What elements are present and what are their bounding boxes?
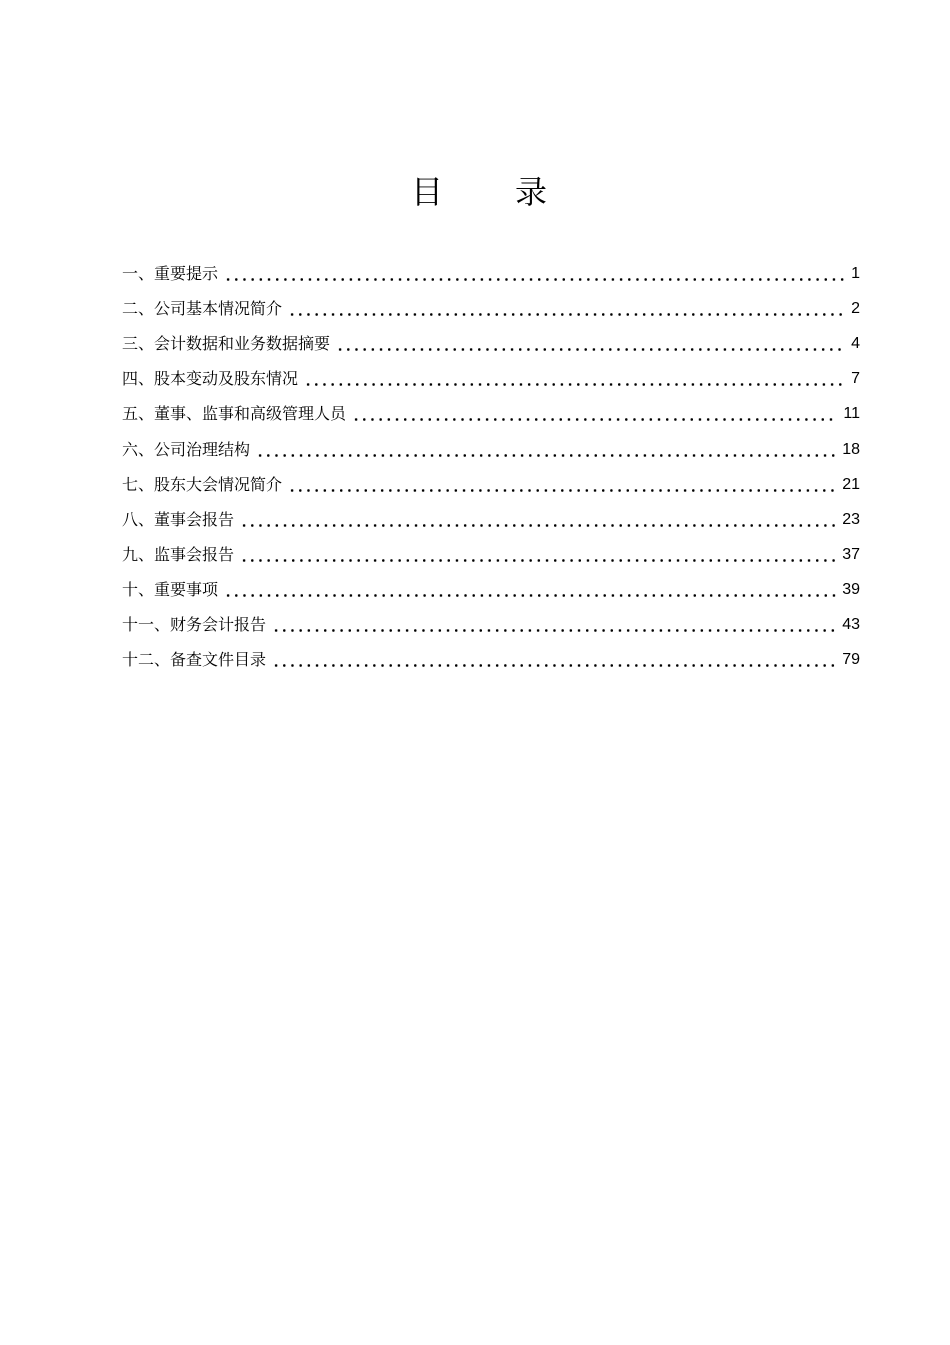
toc-entry-share-changes[interactable] <box>122 361 860 396</box>
toc-dot-leader <box>288 489 836 492</box>
toc-entry-label: 九、监事会报告 <box>122 544 235 564</box>
toc-entry-label: 四、股本变动及股东情况 <box>122 369 299 389</box>
toc-entry-label: 八、董事会报告 <box>122 509 235 529</box>
toc-entry-company-profile[interactable] <box>122 291 860 326</box>
toc-entry-financial-report[interactable] <box>122 607 860 642</box>
toc-dot-leader <box>272 629 836 632</box>
toc-dot-leader <box>304 383 845 386</box>
toc-entry-label: 六、公司治理结构 <box>122 439 251 459</box>
toc-entry-financial-summary[interactable] <box>122 326 860 361</box>
toc-entry-supervisory-report[interactable] <box>122 537 860 572</box>
toc-dot-leader <box>224 278 845 281</box>
toc-entry-page: 37 <box>842 545 860 563</box>
toc-dot-leader <box>224 594 836 597</box>
toc-entry-label: 十、重要事项 <box>122 579 219 599</box>
toc-entry-label: 五、董事、监事和高级管理人员 <box>122 404 347 424</box>
toc-dot-leader <box>272 664 836 667</box>
toc-list <box>122 256 860 677</box>
toc-entry-governance[interactable] <box>122 431 860 466</box>
toc-title <box>0 168 950 216</box>
toc-entry-page: 79 <box>842 651 860 669</box>
toc-dot-leader <box>240 559 836 562</box>
toc-title-right: 录 <box>515 173 548 211</box>
toc-entry-directors-management[interactable] <box>122 396 860 431</box>
toc-entry-label: 一、重要提示 <box>122 264 219 284</box>
toc-entry-page: 21 <box>842 475 860 493</box>
toc-entry-page: 18 <box>842 440 860 458</box>
toc-entry-label: 七、股东大会情况简介 <box>122 474 283 494</box>
toc-dot-leader <box>256 454 836 457</box>
toc-entry-board-report[interactable] <box>122 502 860 537</box>
toc-dot-leader <box>336 348 845 351</box>
toc-dot-leader <box>288 313 845 316</box>
toc-entry-page: 1 <box>851 265 860 283</box>
toc-entry-page: 7 <box>851 370 860 388</box>
toc-title-left: 目 <box>410 173 443 211</box>
toc-entry-page: 39 <box>842 580 860 598</box>
toc-entry-label: 十二、备查文件目录 <box>122 650 267 670</box>
toc-dot-leader <box>240 524 836 527</box>
toc-entry-page: 4 <box>851 335 860 353</box>
toc-entry-important-notice[interactable] <box>122 256 860 291</box>
toc-entry-reference-documents[interactable] <box>122 642 860 677</box>
toc-entry-page: 23 <box>842 510 860 528</box>
toc-dot-leader <box>352 418 837 421</box>
toc-entry-label: 十一、财务会计报告 <box>122 615 267 635</box>
toc-entry-significant-events[interactable] <box>122 572 860 607</box>
toc-entry-page: 2 <box>851 300 860 318</box>
toc-entry-label: 三、会计数据和业务数据摘要 <box>122 334 331 354</box>
toc-entry-shareholders-meeting[interactable] <box>122 467 860 502</box>
toc-entry-label: 二、公司基本情况简介 <box>122 299 283 319</box>
toc-entry-page: 43 <box>842 616 860 634</box>
toc-entry-page: 11 <box>843 405 860 423</box>
